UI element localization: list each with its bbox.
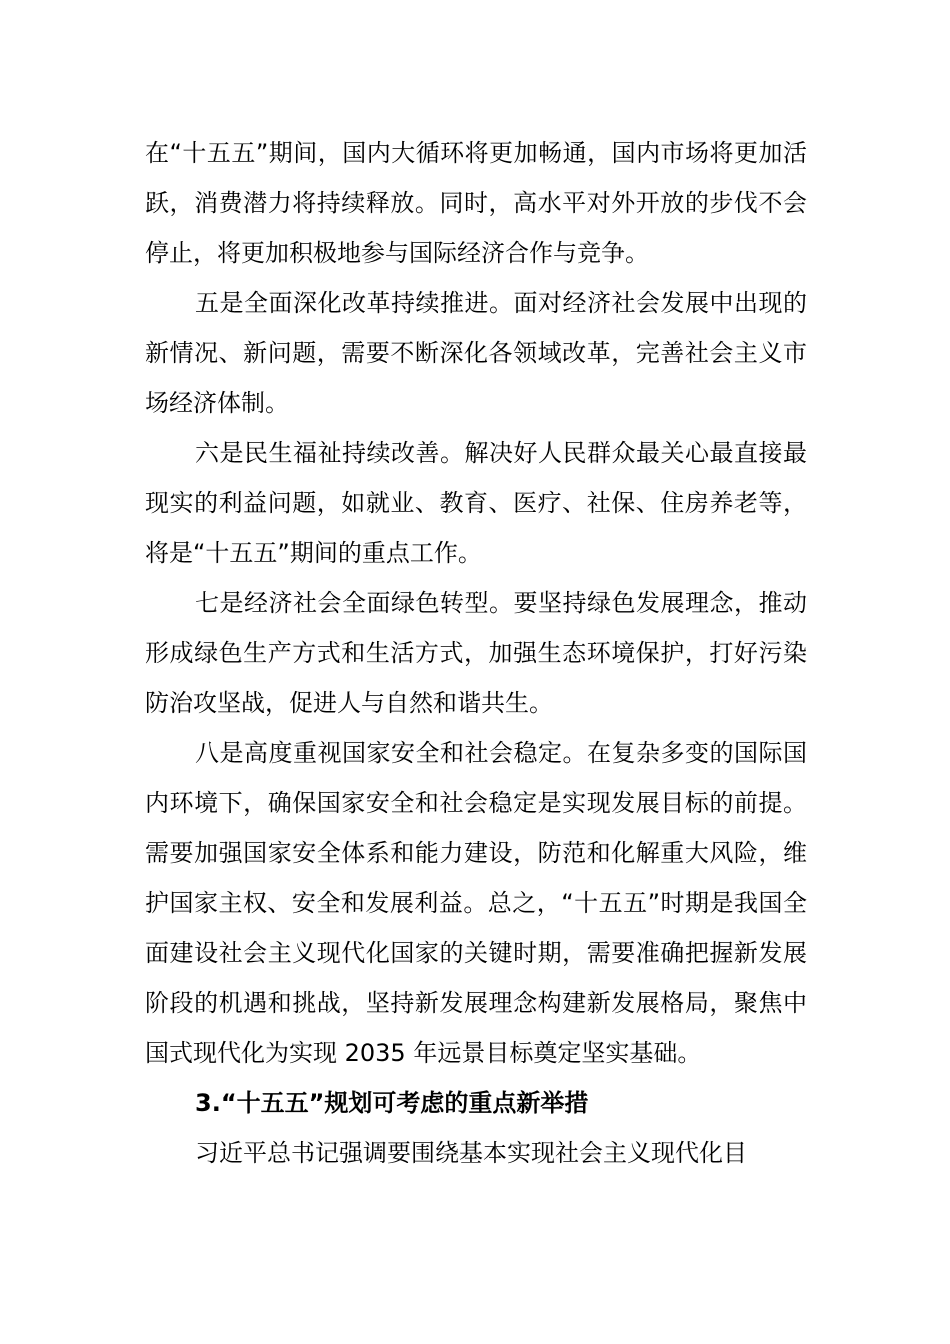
section-heading: 3.“十五五”规划可考虑的重点新举措 [195,1089,589,1117]
paragraph-6: 习近平总书记强调要围绕基本实现社会主义现代化目 [195,1139,747,1167]
paragraph-4: 七是经济社会全面绿色转型。要坚持绿色发展理念，推动形成绿色生产方式和生活方式，加强生态环境保护，打好污染防治攻坚战，促进人与自然和谐共生。 [145,589,807,717]
paragraph-3: 六是民生福祉持续改善。解决好人民群众最关心最直接最现实的利益问题，如就业、教育、医疗、社保、住房养老等，将是“十五五”期间的重点工作。 [145,439,807,567]
paragraph-1: 在“十五五”期间，国内大循环将更加畅通，国内市场将更加活跃，消费潜力将持续释放。同时，高水平对外开放的步伐不会停止，将更加积极地参与国际经济合作与竞争。 [145,139,807,267]
paragraph-5: 八是高度重视国家安全和社会稳定。在复杂多变的国际国内环境下，确保国家安全和社会稳定是实现发展目标的前提。需要加强国家安全体系和能力建设，防范和化解重大风险，维护国家主权、安全和发展利益。总之，“十五五”时期是我国全面建设社会主义现代化国家的关键时期，需要准确把握新发展阶段的机遇和挑战，坚持新发展理念构建新发展格局，聚焦中国式现代化为实现 2035 年远景目标奠定坚实基础。 [145,739,807,1067]
document-body [145,128,807,1178]
paragraph-2: 五是全面深化改革持续推进。面对经济社会发展中出现的新情况、新问题，需要不断深化各领域改革，完善社会主义市场经济体制。 [145,289,807,417]
